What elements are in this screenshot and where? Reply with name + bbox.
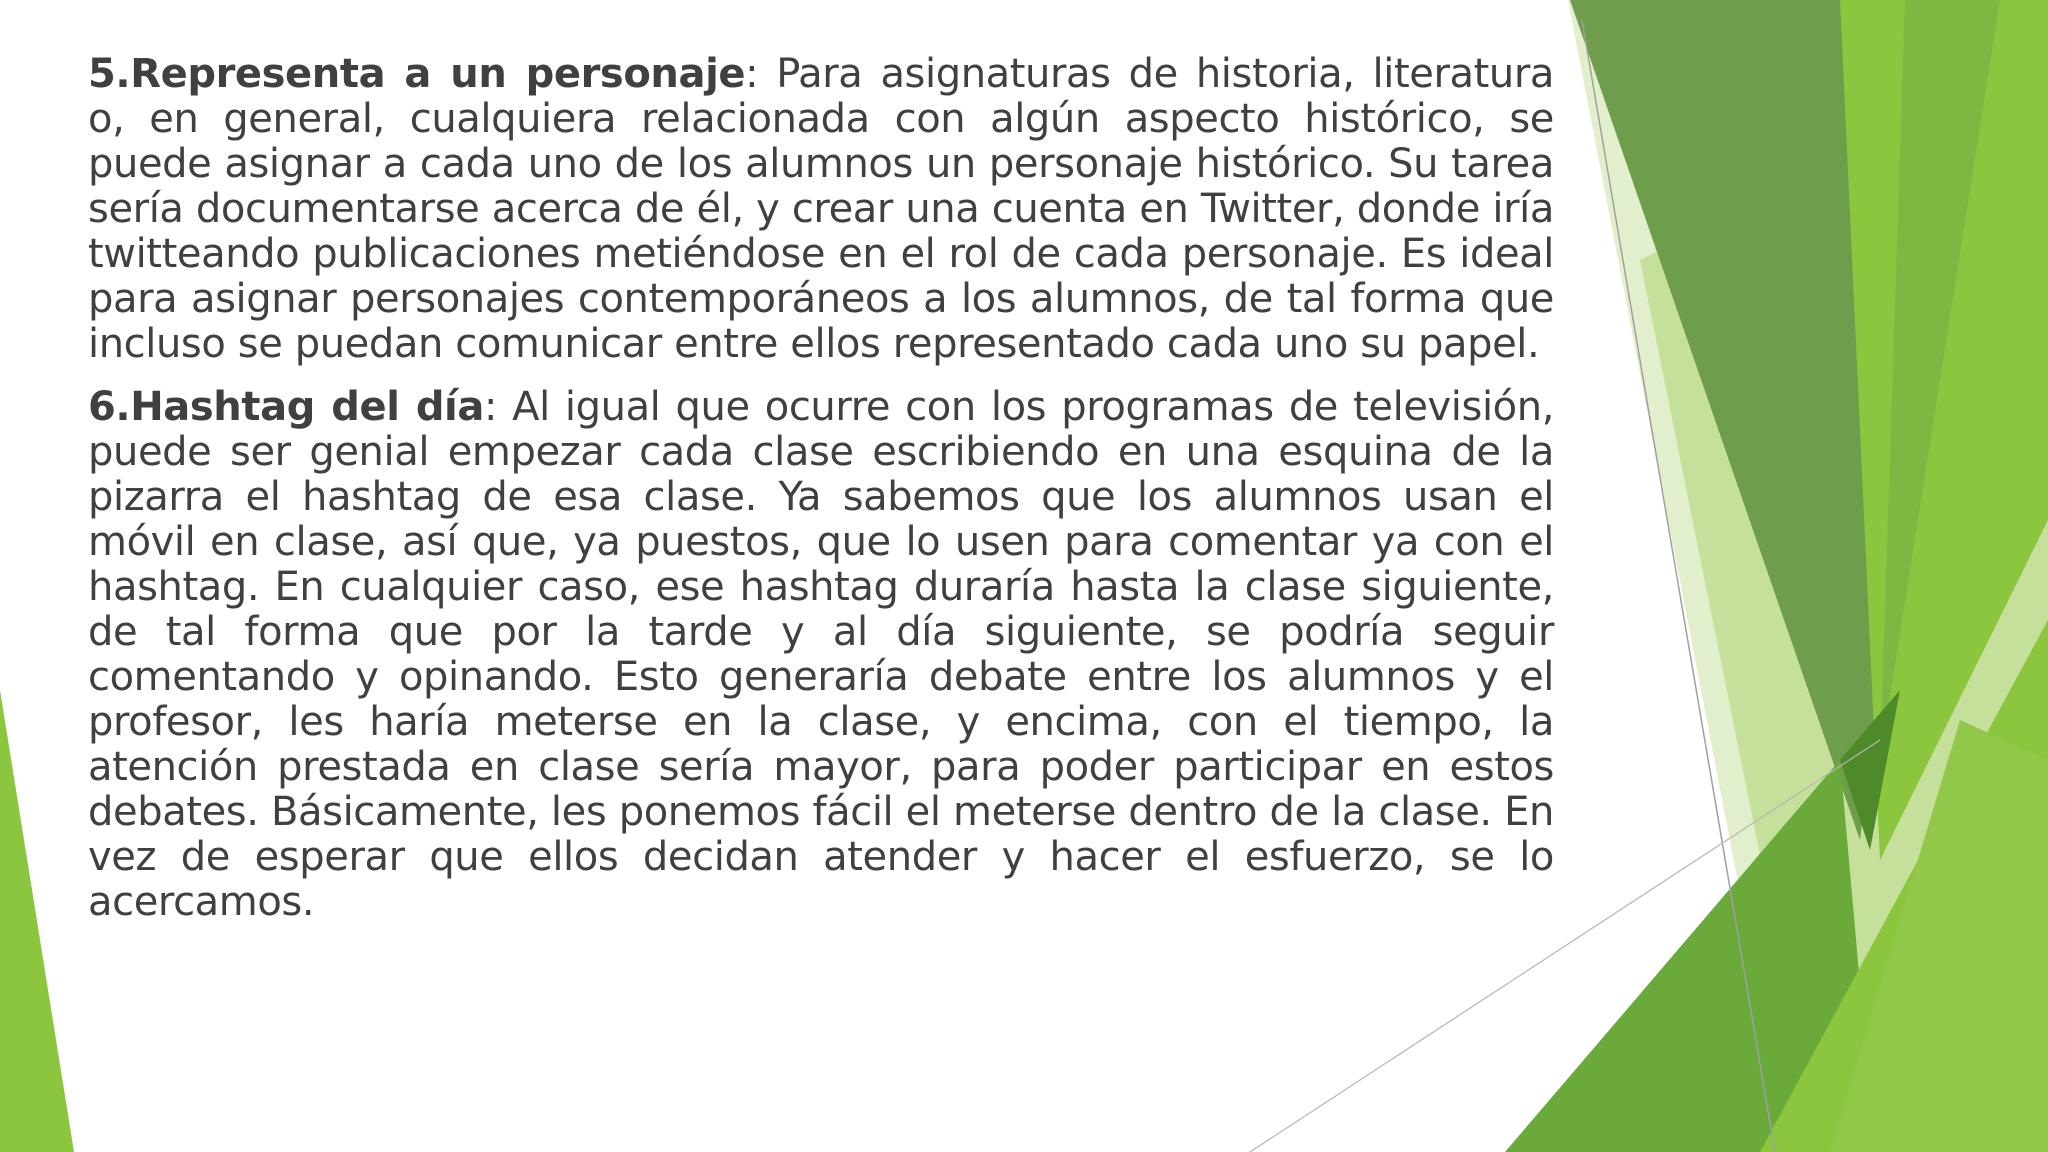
paragraph-representa-personaje [88, 52, 1554, 367]
paragraph-body: : Para asignaturas de historia, literatura o, en general, cualquiera relacionada con algún aspecto histórico, se puede asignar a cada uno de los alumnos un personaje histórico. Su tarea sería documentarse acerca de él, y crear una cuenta en Twitter, donde iría twitteando publicaciones metiéndose en el rol de cada personaje. Es ideal para asignar personajes contemporáneos a los alumnos, de tal forma que incluso se puedan comunicar entre ellos representado cada uno su papel. [88, 51, 1554, 367]
paragraph-hashtag-del-dia [88, 385, 1554, 925]
slide-content [88, 52, 1554, 943]
paragraph-title: 6.Hashtag del día [88, 384, 484, 430]
left-green-sliver [0, 690, 74, 1152]
paragraph-title: 5.Representa a un personaje [88, 51, 746, 97]
paragraph-body: : Al igual que ocurre con los programas de televisión, puede ser genial empezar cada clase escribiendo en una esquina de la pizarra el hashtag de esa clase. Ya sabemos que los alumnos usan el móvil en clase, así que, ya puestos, que lo usen para comentar ya con el hashtag. En cualquier caso, ese hashtag duraría hasta la clase siguiente, de tal forma que por la tarde y al día siguiente, se podría seguir comentando y opinando. Esto generaría debate entre los alumnos y el profesor, les haría meterse en la clase, y encima, con el tiempo, la atención prestada en clase sería mayor, para poder participar en estos debates. Básicamente, les ponemos fácil el meterse dentro de la clase. En vez de esperar que ellos decidan atender y hacer el esfuerzo, se lo acercamos. [88, 384, 1555, 925]
